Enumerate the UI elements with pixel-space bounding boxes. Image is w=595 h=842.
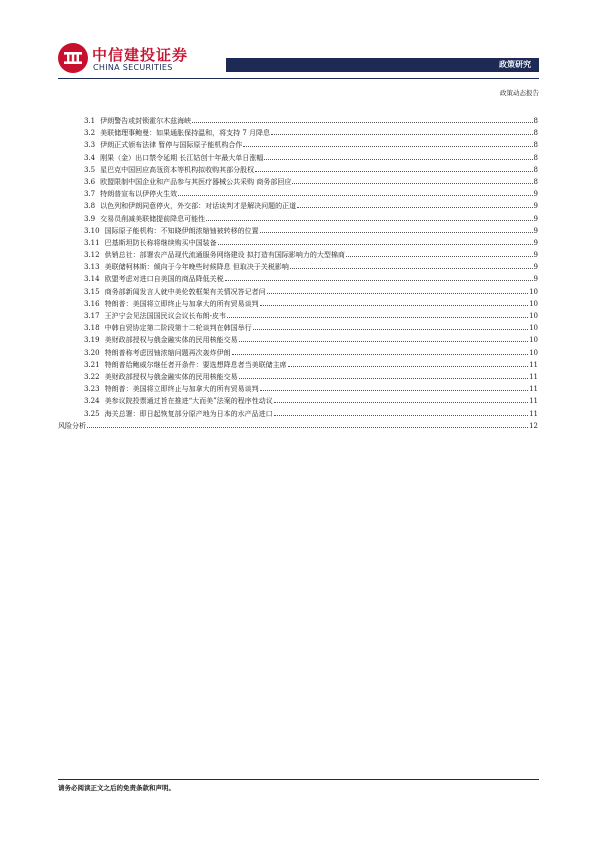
toc-entry-page: 10 xyxy=(529,336,538,345)
toc-entry[interactable] xyxy=(58,321,538,333)
toc-entry-page: 8 xyxy=(533,165,538,174)
toc-entry-title: 伊朗正式颁布法律 暂停与国际原子能机构合作 xyxy=(100,141,243,150)
toc-entry-page: 8 xyxy=(533,141,538,150)
toc-entry[interactable] xyxy=(58,285,538,297)
company-logo xyxy=(58,42,198,76)
toc-dot-leader xyxy=(346,248,533,257)
citic-logo-icon xyxy=(58,43,88,73)
toc-entry[interactable] xyxy=(58,114,538,126)
toc-entry-title: 国际原子能机构：不知晓伊朗浓缩铀被转移的位置 xyxy=(104,226,259,235)
toc-entry-number: 3.7 xyxy=(84,190,96,199)
toc-entry-number: 3.23 xyxy=(84,385,100,394)
toc-entry-title: 美参议院投票通过旨在推进“大而美”法案的程序性动议 xyxy=(104,397,273,406)
toc-entry-number: 3.19 xyxy=(84,336,100,345)
toc-entry-number: 3.25 xyxy=(84,409,100,418)
toc-entry[interactable] xyxy=(58,333,538,345)
toc-entry[interactable] xyxy=(58,151,538,163)
footer-disclaimer: 请务必阅读正文之后的免责条款和声明。 xyxy=(58,784,175,792)
toc-entry-number: 3.11 xyxy=(84,238,100,247)
toc-entry-number: 3.8 xyxy=(84,202,96,211)
toc-entry-page: 10 xyxy=(529,348,538,357)
logo-english-name: CHINA SECURITIES xyxy=(93,63,173,72)
toc-entry-number: 3.9 xyxy=(84,214,96,223)
toc-entry[interactable] xyxy=(58,138,538,150)
toc-entry-number: 3.6 xyxy=(84,177,96,186)
toc-entry[interactable] xyxy=(58,407,538,419)
toc-dot-leader xyxy=(267,285,528,294)
toc-entry-page: 9 xyxy=(533,251,538,260)
toc-dot-leader xyxy=(243,138,532,147)
toc-entry-title: 美联储理事鲍曼：如果通胀保持温和，将支持 7 月降息 xyxy=(100,129,271,138)
toc-entry-number: 3.22 xyxy=(84,372,100,381)
toc-entry[interactable] xyxy=(58,224,538,236)
toc-entry-title: 海关总署：即日起恢复部分原产地为日本的水产品进口 xyxy=(104,409,273,418)
toc-dot-leader xyxy=(253,321,528,330)
toc-entry[interactable] xyxy=(58,370,538,382)
toc-entry-title: 美联储柯林斯：倾向于今年晚些时候降息 但取决于关税影响 xyxy=(104,263,289,272)
toc-entry-number: 3.15 xyxy=(84,287,100,296)
toc-entry-number: 3.5 xyxy=(84,165,96,174)
toc-entry-number: 3.2 xyxy=(84,129,96,138)
toc-entry[interactable] xyxy=(58,309,538,321)
toc-dot-leader xyxy=(264,151,532,160)
header-divider xyxy=(58,78,539,79)
toc-entry[interactable] xyxy=(58,260,538,272)
toc-entry-title: 中韩自贸协定第二阶段第十二轮谈判在韩国举行 xyxy=(104,324,252,333)
toc-dot-leader xyxy=(239,333,528,342)
toc-entry-title: 特朗普：美国将立即终止与加拿大的所有贸易谈判 xyxy=(104,385,259,394)
toc-entry-title: 王沪宁会见法国国民议会议长布朗-皮韦 xyxy=(104,312,226,320)
toc-entry-title: 欧盟限制中国企业和产品参与其医疗器械公共采购 商务部回应 xyxy=(100,177,292,186)
toc-dot-leader xyxy=(206,212,532,221)
toc-dot-leader xyxy=(87,419,528,428)
toc-entry-title: 商务部新闻发言人就中美伦敦框架有关情况答记者问 xyxy=(104,287,266,296)
table-of-contents xyxy=(58,114,538,431)
toc-entry[interactable] xyxy=(58,297,538,309)
toc-entry[interactable] xyxy=(58,394,538,406)
toc-entry-number: 3.13 xyxy=(84,263,100,272)
toc-entry[interactable] xyxy=(58,175,538,187)
toc-entry[interactable] xyxy=(58,187,538,199)
toc-entry-number: 3.12 xyxy=(84,251,100,260)
toc-dot-leader xyxy=(178,187,532,196)
toc-entry-page: 11 xyxy=(529,385,538,394)
toc-entry-page: 11 xyxy=(529,372,538,381)
toc-entry-page: 10 xyxy=(529,324,538,333)
toc-entry-number: 3.17 xyxy=(84,312,100,320)
toc-entry-page: 11 xyxy=(529,409,538,418)
toc-entry-title: 特朗普：美国将立即终止与加拿大的所有贸易谈判 xyxy=(104,299,259,308)
header-bar xyxy=(226,58,539,72)
toc-dot-leader xyxy=(227,309,528,318)
footer-divider xyxy=(58,779,539,780)
toc-dot-leader xyxy=(232,346,528,355)
toc-entry-title: 刚果（金）出口禁令延期 长江钴创十年最大单日涨幅 xyxy=(100,153,264,162)
toc-entry[interactable] xyxy=(58,346,538,358)
toc-dot-leader xyxy=(218,236,533,245)
toc-dot-leader xyxy=(255,163,532,172)
toc-entry-page: 9 xyxy=(533,275,538,284)
toc-entry-title: 特朗普宣布以伊停火生效 xyxy=(100,190,178,199)
toc-entry[interactable] xyxy=(58,163,538,175)
toc-dot-leader xyxy=(271,126,532,135)
toc-entry-page: 12 xyxy=(529,421,538,430)
toc-dot-leader xyxy=(239,370,528,379)
logo-chinese-name: 中信建投证券 xyxy=(92,46,189,64)
toc-entry-page: 11 xyxy=(529,360,538,369)
toc-dot-leader xyxy=(192,114,532,123)
toc-entry-page: 9 xyxy=(533,263,538,272)
toc-entry-page: 11 xyxy=(529,397,538,406)
toc-entry-title: 特朗普称考虑因铀浓缩问题再次轰炸伊朗 xyxy=(104,348,231,357)
report-type-label: 政策动态报告 xyxy=(500,89,539,97)
toc-entry-number: 3.3 xyxy=(84,141,96,150)
toc-entry-page: 8 xyxy=(533,153,538,162)
toc-entry-title: 特朗普给鲍威尔继任者开条件：要选想降息者当美联储主席 xyxy=(104,360,287,369)
toc-entry-page: 9 xyxy=(533,202,538,211)
toc-entry-title: 美财政部授权与俄金融实体的民用核能交易 xyxy=(104,372,238,381)
toc-dot-leader xyxy=(297,199,532,208)
toc-entry-title: 供销总社：部署农产品现代流通服务网络建设 拟打造有国际影响力的大型棉商 xyxy=(104,251,345,260)
toc-entry-page: 9 xyxy=(533,190,538,199)
toc-entry-page: 9 xyxy=(533,238,538,247)
toc-entry[interactable] xyxy=(58,272,538,284)
toc-entry[interactable] xyxy=(58,419,538,431)
toc-entry-title: 星巴克中国回应高瓴资本等机构拟收购其部分股权 xyxy=(100,165,255,174)
toc-entry-page: 9 xyxy=(533,226,538,235)
toc-entry-page: 8 xyxy=(533,129,538,138)
toc-entry-number: 3.24 xyxy=(84,397,100,406)
toc-entry-page: 8 xyxy=(533,117,538,125)
toc-entry[interactable] xyxy=(58,212,538,224)
section-label: 政策研究 xyxy=(499,60,531,69)
toc-entry-number: 3.21 xyxy=(84,360,100,369)
toc-entry-number: 3.4 xyxy=(84,153,96,162)
toc-entry-page: 8 xyxy=(533,177,538,186)
toc-entry-title: 巴基斯坦防长称将继续购买中国装备 xyxy=(104,238,217,247)
toc-entry-number: 3.18 xyxy=(84,324,100,333)
toc-dot-leader xyxy=(290,260,533,269)
toc-entry[interactable] xyxy=(58,199,538,211)
toc-dot-leader xyxy=(225,272,533,281)
toc-entry-page: 10 xyxy=(529,312,538,320)
toc-dot-leader xyxy=(274,407,528,416)
toc-entry-title: 交易员削减美联储提前降息可能性 xyxy=(100,214,206,223)
toc-entry-number: 3.10 xyxy=(84,226,100,235)
toc-entry[interactable] xyxy=(58,248,538,260)
toc-entry-title: 欧盟考虑对进口自美国的商品降低关税 xyxy=(104,275,224,284)
toc-entry-title: 美财政部授权与俄金融实体的民用核能交易 xyxy=(104,336,238,345)
toc-dot-leader xyxy=(274,394,528,403)
toc-dot-leader xyxy=(288,358,528,367)
toc-entry-title: 伊朗警告或封锁霍尔木兹海峡 xyxy=(100,117,192,125)
toc-entry[interactable] xyxy=(58,236,538,248)
toc-entry-number: 3.1 xyxy=(84,117,96,125)
toc-entry-number: 3.20 xyxy=(84,348,100,357)
toc-dot-leader xyxy=(292,175,532,184)
toc-entry[interactable] xyxy=(58,358,538,370)
toc-entry-page: 9 xyxy=(533,214,538,223)
toc-entry-title: 以色列和伊朗同意停火，外交部：对话谈判才是解决问题的正道 xyxy=(100,202,297,211)
toc-entry-number: 3.16 xyxy=(84,299,100,308)
toc-entry-page: 10 xyxy=(529,287,538,296)
toc-entry[interactable] xyxy=(58,126,538,138)
toc-entry[interactable] xyxy=(58,382,538,394)
toc-entry-number: 3.14 xyxy=(84,275,100,284)
toc-dot-leader xyxy=(260,382,528,391)
toc-dot-leader xyxy=(260,297,528,306)
toc-entry-page: 10 xyxy=(529,299,538,308)
toc-entry-title: 风险分析 xyxy=(58,421,86,430)
toc-dot-leader xyxy=(260,224,533,233)
